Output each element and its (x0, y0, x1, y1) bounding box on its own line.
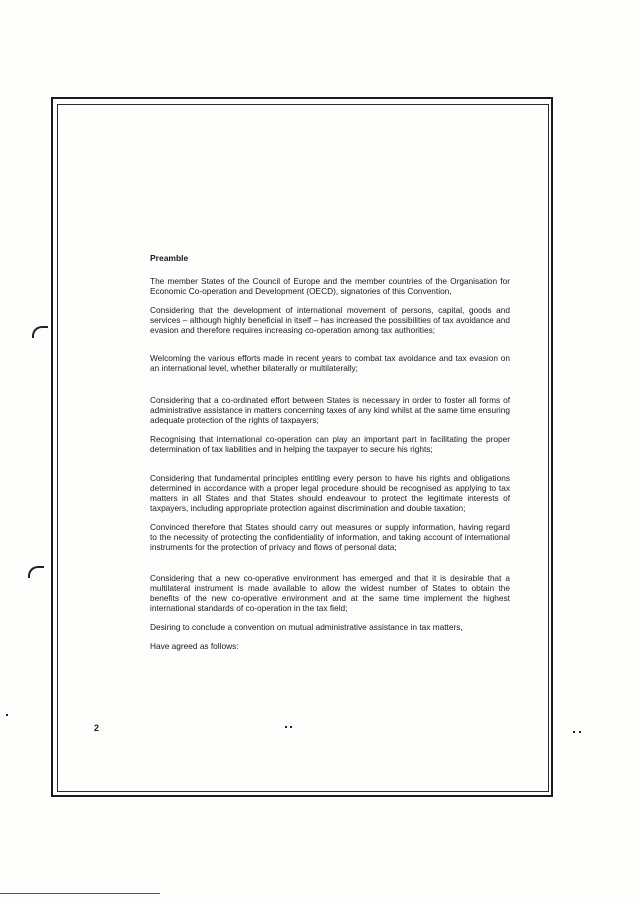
page-number: 2 (94, 723, 100, 733)
paragraph-international-movement: Considering that the development of international movement of persons, capital, goods and services – although highly beneficial in itself – has increased the possibilities of tax avoidance and evasion and therefore requires increasing co-operation among tax authorities; (150, 305, 510, 335)
paragraph-signatories: The member States of the Council of Europe and the member countries of the Organisation for Economic Co-operation and Development (OECD), signatories of this Convention, (150, 276, 510, 296)
scan-speck (6, 714, 8, 716)
scan-speck (290, 726, 292, 728)
footer-rule (0, 893, 160, 894)
scan-speck (579, 731, 581, 733)
paragraph-coordinated-effort: Considering that a co-ordinated effort between States is necessary in order to foster all forms of administrative assistance in matters concerning taxes of any kind whilst at the same time ensuring adequate protection of the rights of taxpayers; (150, 395, 510, 425)
scan-speck (573, 731, 575, 733)
paragraph-recognising: Recognising that international co-operation can play an important part in facilitating the proper determination of tax liabilities and in helping the taxpayer to secure his rights; (150, 434, 510, 454)
scan-speck (285, 726, 287, 728)
paragraph-cooperative-environment: Considering that a new co-operative environment has emerged and that it is desirable that a multilateral instrument is made available to allow the widest number of States to obtain the benefits of the new co-operative environment and at the same time implement the highest international standards of co-operation in the tax field; (150, 573, 510, 613)
section-heading: Preamble (150, 253, 189, 263)
binding-mark-top (32, 326, 48, 338)
paragraph-agreed: Have agreed as follows: (150, 641, 239, 651)
preamble-section (150, 253, 510, 651)
binding-mark-bottom (28, 566, 44, 578)
paragraph-convinced: Convinced therefore that States should carry out measures or supply information, having regard to the necessity of protecting the confidentiality of information, and taking account of international instruments for the protection of privacy and flows of personal data; (150, 522, 510, 552)
paragraph-desiring: Desiring to conclude a convention on mutual administrative assistance in tax matters, (150, 622, 463, 632)
paragraph-fundamental-principles: Considering that fundamental principles entitling every person to have his rights and obligations determined in accordance with a proper legal procedure should be recognised as applying to tax matters in all States and that States should endeavour to protect the legitimate interests of taxpayers, including appropriate protection against discrimination and double taxation; (150, 473, 510, 513)
paragraph-welcoming-efforts: Welcoming the various efforts made in recent years to combat tax avoidance and tax evasion on an international level, whether bilaterally or multilaterally; (150, 353, 510, 373)
